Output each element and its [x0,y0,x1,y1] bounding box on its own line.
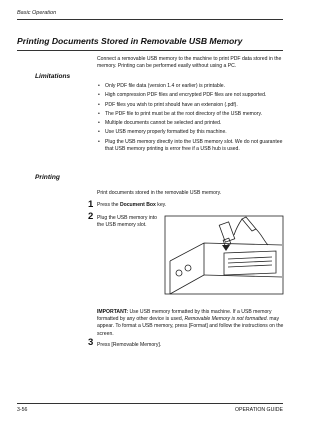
list-item: • Multiple documents cannot be selected and printed. [97,120,285,127]
printing-heading: Printing [35,174,60,181]
list-item: • The PDF file to print must be at the root directory of the USB memory. [97,111,285,118]
intro-paragraph: Connect a removable USB memory to the machine to print PDF data stored in the memory. Printing can be performed easily without using a PC. [97,56,282,70]
list-item: • PDF files you wish to print should have an extension (.pdf). [97,102,285,109]
list-item: • Plug the USB memory directly into the USB memory slot. We do not guarantee that USB memory printing is error free if a USB hub is used. [97,139,285,153]
step-2-text: Plug the USB memory into the USB memory slot. [97,215,158,229]
step-1-number: 1 [88,199,94,210]
list-item: • High compression PDF files and encrypted PDF files are not supported. [97,92,285,99]
running-header: Basic Operation [17,10,57,16]
document-box-key-label: Document Box [119,202,156,208]
footer-rule [17,403,283,404]
important-label: IMPORTANT: [97,309,129,315]
important-text-2: may appear. To format a USB memory, press [Format] and follow the instructions on the screen. [97,316,284,337]
important-note [97,309,287,338]
list-item: • Use USB memory properly formatted by this machine. [97,129,285,136]
step-1-pre: Press the [97,202,120,208]
page-title: Printing Documents Stored in Removable USB Memory [17,36,243,46]
important-text-1: Use USB memory formatted by this machine. If a USB memory formatted by any other device is used, [97,309,272,323]
step-1-post: key. [155,202,167,208]
header-rule [17,19,283,20]
list-item: • Only PDF file data (version 1.4 or earlier) is printable. [97,83,285,90]
step-2-number: 2 [88,211,94,222]
limitations-heading: Limitations [35,73,71,80]
arrow-icon [222,245,230,251]
usb-slot-illustration [164,215,284,295]
important-emphasis: Removable Memory is not formatted. [184,316,269,323]
title-rule [17,50,283,51]
step-1-text [97,202,277,209]
step-3-number: 3 [88,337,94,348]
page-number: 3-56 [17,407,28,413]
limitations-list [97,83,285,155]
guide-title: OPERATION GUIDE [234,407,283,413]
printing-intro: Print documents stored in the removable USB memory. [97,190,222,196]
step-3-text: Press [Removable Memory]. [97,342,162,348]
